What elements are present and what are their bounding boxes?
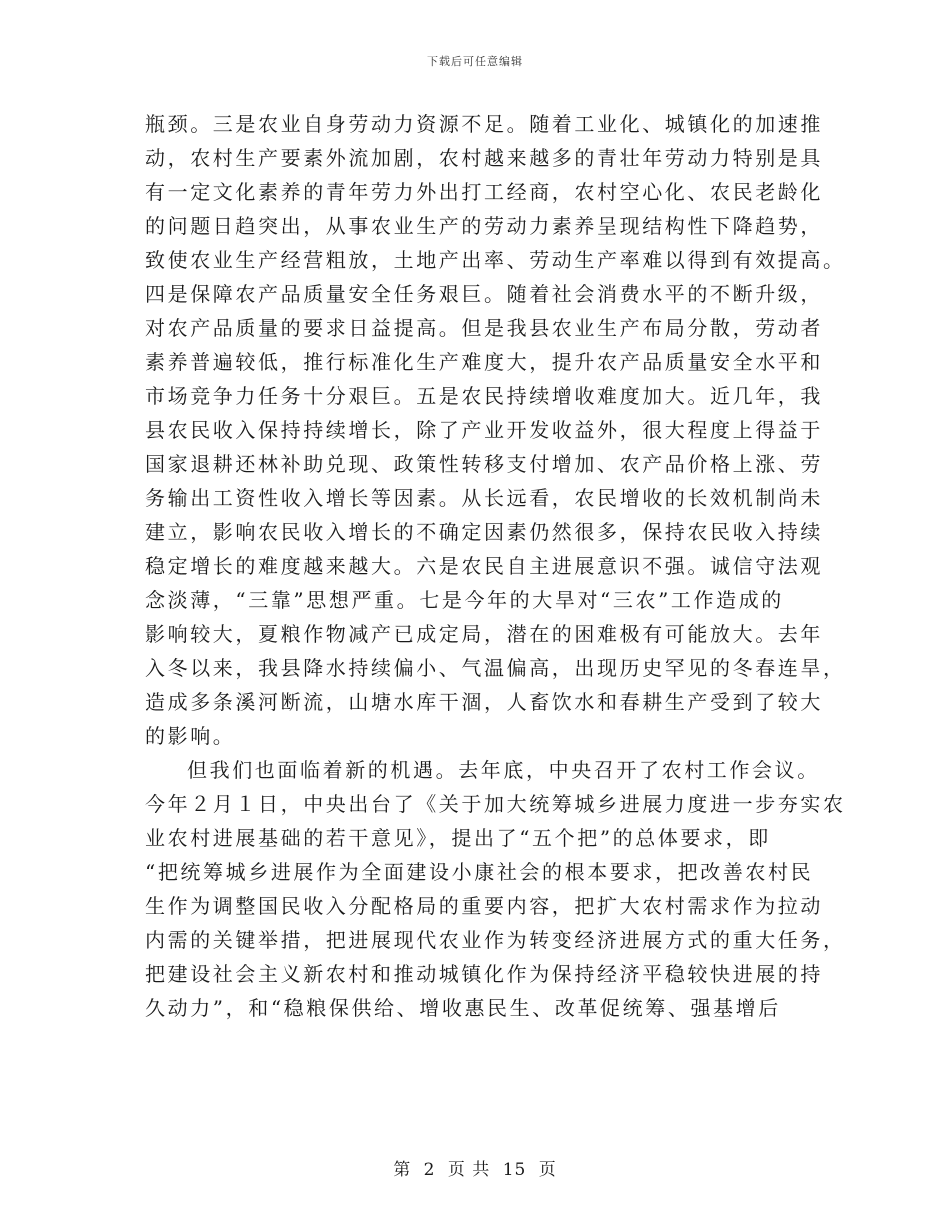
footer-middle: 页 共 — [447, 1160, 491, 1180]
text-line: 念淡薄，“三靠”思想严重。七是今年的大旱对“三农”工作造成的 — [145, 588, 784, 612]
text-line: 的影响。 — [145, 724, 236, 748]
text-line: 把建设社会主义新农村和推动城镇化作为保持经济平稳较快进展的持 — [145, 962, 823, 986]
page-footer — [0, 1155, 950, 1180]
text-line: 国家退耕还林补助兑现、政策性转移支付增加、农产品价格上涨、劳 — [145, 452, 823, 476]
text-line: 务输出工资性收入增长等因素。从长远看，农民增收的长效机制尚未 — [145, 486, 823, 510]
text-line: 有一定文化素养的青年劳力外出打工经商，农村空心化、农民老龄化 — [145, 180, 823, 204]
text-line: 瓶颈。三是农业自身劳动力资源不足。随着工业化、城镇化的加速推 — [145, 112, 823, 136]
footer-prefix: 第 — [393, 1160, 412, 1180]
text-line: 造成多条溪河断流，山塘水库干涸，人畜饮水和春耕生产受到了较大 — [145, 690, 823, 714]
text-line: 业农村进展基础的若干意见》，提出了“五个把”的总体要求，即 — [145, 826, 771, 850]
text-line: 久动力”，和“稳粮保供给、增收惠民生、改革促统筹、强基增后 — [145, 996, 781, 1020]
page-header: 下载后可任意编辑 — [427, 55, 523, 68]
total-pages-number: 15 — [502, 1160, 527, 1180]
document-body — [145, 107, 846, 1025]
text-line: 内需的关键举措，把进展现代农业作为转变经济进展方式的重大任务， — [145, 928, 846, 952]
footer-suffix: 页 — [538, 1160, 557, 1180]
paragraph-2 — [145, 753, 846, 1025]
text-line: 县农民收入保持持续增长，除了产业开发收益外，很大程度上得益于 — [145, 418, 823, 442]
text-line: 的问题日趋突出，从事农业生产的劳动力素养呈现结构性下降趋势， — [145, 214, 823, 238]
text-line: 建立，影响农民收入增长的不确定因素仍然很多，保持农民收入持续 — [145, 520, 823, 544]
text-line: 致使农业生产经营粗放，土地产出率、劳动生产率难以得到有效提高。 — [145, 248, 846, 272]
text-line: 但我们也面临着新的机遇。去年底，中央召开了农村工作会议。 — [187, 758, 820, 782]
text-line: 稳定增长的难度越来越大。六是农民自主进展意识不强。诚信守法观 — [145, 554, 823, 578]
current-page-number: 2 — [423, 1160, 436, 1180]
text-line: 入冬以来，我县降水持续偏小、气温偏高，出现历史罕见的冬春连旱， — [145, 656, 846, 680]
text-line: 素养普遍较低，推行标准化生产难度大，提升农产品质量安全水平和 — [145, 350, 823, 374]
text-line: 今年２月１日，中央出台了《关于加大统筹城乡进展力度进一步夯实农 — [145, 792, 846, 816]
text-line: 市场竞争力任务十分艰巨。五是农民持续增收难度加大。近几年，我 — [145, 384, 823, 408]
text-line: 动，农村生产要素外流加剧，农村越来越多的青壮年劳动力特别是具 — [145, 146, 823, 170]
paragraph-1 — [145, 107, 846, 753]
text-line: “把统筹城乡进展作为全面建设小康社会的根本要求，把改善农村民 — [145, 860, 814, 884]
text-line: 影响较大，夏粮作物减产已成定局，潜在的困难极有可能放大。去年 — [145, 622, 823, 646]
text-line: 对农产品质量的要求日益提高。但是我县农业生产布局分散，劳动者 — [145, 316, 823, 340]
text-line: 四是保障农产品质量安全任务艰巨。随着社会消费水平的不断升级， — [145, 282, 823, 306]
text-line: 生作为调整国民收入分配格局的重要内容，把扩大农村需求作为拉动 — [145, 894, 823, 918]
